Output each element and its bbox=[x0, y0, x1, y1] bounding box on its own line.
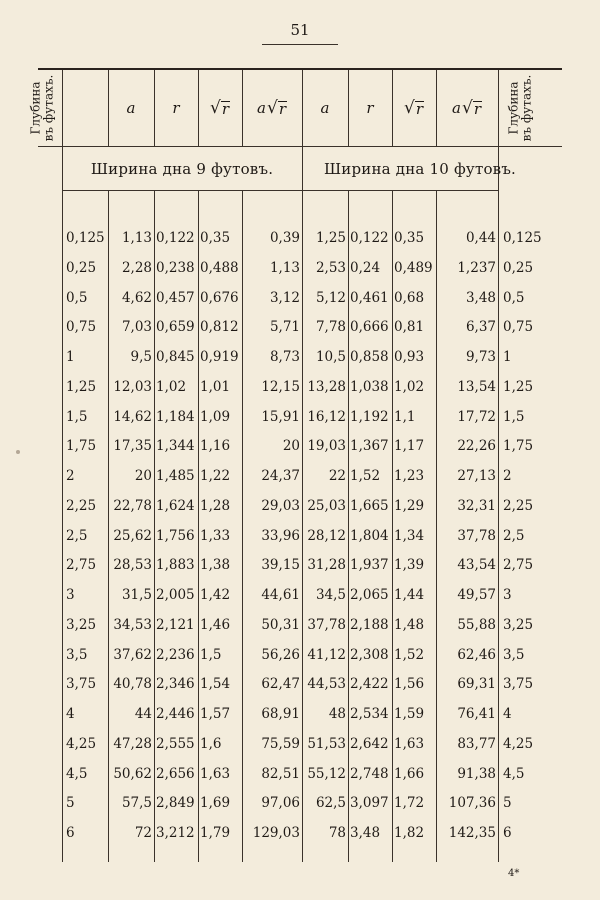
paper-stain bbox=[16, 450, 20, 454]
a-cell: 55,12 bbox=[307, 765, 346, 782]
a-sqrt-r-cell: 62,46 bbox=[457, 646, 496, 663]
column-divider bbox=[392, 190, 393, 862]
table-top-rule bbox=[38, 68, 562, 70]
sqrt-formula: a √ r bbox=[452, 98, 481, 118]
r-cell: 1,02 bbox=[156, 378, 187, 395]
depth-cell: 1 bbox=[503, 349, 512, 365]
depth-cell: 5 bbox=[503, 795, 512, 812]
a-cell: 20 bbox=[134, 468, 152, 484]
r-cell: 0,122 bbox=[156, 230, 195, 246]
sqrt-r-cell: 1,09 bbox=[200, 408, 231, 425]
page-number-rule bbox=[262, 44, 338, 45]
depth-cell: 2,75 bbox=[503, 557, 534, 574]
a-sqrt-r-cell: 75,59 bbox=[261, 735, 300, 752]
a-sqrt-r-cell: 0,44 bbox=[465, 230, 496, 246]
a-cell: 31,28 bbox=[307, 557, 346, 574]
depth-cell: 2 bbox=[503, 468, 512, 484]
sqrt-formula: √ r bbox=[403, 97, 423, 118]
depth-cell: 5 bbox=[66, 795, 75, 812]
a-cell: 16,12 bbox=[307, 408, 346, 425]
a-cell: 22,78 bbox=[113, 497, 152, 514]
r-cell: 2,236 bbox=[156, 646, 195, 663]
r-cell: 1,344 bbox=[156, 438, 195, 455]
a-cell: 31,5 bbox=[121, 587, 152, 603]
a-sqrt-r-cell: 3,12 bbox=[269, 289, 300, 306]
column-divider bbox=[62, 70, 63, 862]
depth-cell: 3,5 bbox=[66, 646, 88, 663]
r-cell: 2,555 bbox=[156, 735, 195, 752]
col-sqrt-r-9-header bbox=[198, 72, 242, 144]
depth-cell: 4 bbox=[66, 706, 75, 722]
a-sqrt-r-cell: 91,38 bbox=[457, 765, 496, 782]
sqrt-r-cell: 1,33 bbox=[200, 527, 231, 544]
a-cell: 17,35 bbox=[113, 438, 152, 455]
sqrt-r-cell: 1,6 bbox=[200, 735, 222, 752]
r-cell: 1,756 bbox=[156, 527, 195, 544]
depth-header-left bbox=[24, 72, 60, 144]
depth-cell: 1,25 bbox=[66, 378, 97, 395]
sqrt-r-cell: 0,488 bbox=[200, 259, 239, 276]
depth-cell: 0,25 bbox=[66, 259, 97, 276]
col-sqrt-r-10-header bbox=[392, 72, 436, 144]
a-sqrt-r-cell: 3,48 bbox=[465, 289, 496, 306]
sqrt-r-cell: 1,29 bbox=[394, 497, 425, 514]
depth-header-left-label: Глубина въ футахъ. bbox=[28, 74, 56, 142]
a-cell: 78 bbox=[328, 825, 346, 841]
r-cell: 2,849 bbox=[156, 795, 195, 812]
sqrt-r-cell: 1,39 bbox=[394, 557, 425, 574]
a-sqrt-r-cell: 13,54 bbox=[457, 378, 496, 395]
depth-cell: 0,25 bbox=[503, 259, 534, 276]
a-cell: 14,62 bbox=[113, 408, 152, 425]
depth-cell: 0,125 bbox=[66, 230, 105, 246]
depth-cell: 1,75 bbox=[503, 438, 534, 455]
depth-cell: 2,5 bbox=[66, 527, 88, 544]
a-cell: 4,62 bbox=[121, 289, 152, 306]
r-cell: 2,446 bbox=[156, 706, 195, 722]
sqrt-r-cell: 1,59 bbox=[394, 706, 425, 722]
r-cell: 0,238 bbox=[156, 259, 195, 276]
r-cell: 3,48 bbox=[350, 825, 381, 841]
sqrt-r-cell: 1,34 bbox=[394, 527, 425, 544]
r-cell: 2,308 bbox=[350, 646, 389, 663]
r-cell: 2,188 bbox=[350, 616, 389, 633]
signature-mark: 4* bbox=[508, 868, 520, 879]
r-cell: 1,937 bbox=[350, 557, 389, 574]
a-sqrt-r-cell: 17,72 bbox=[457, 408, 496, 425]
r-cell: 1,665 bbox=[350, 497, 389, 514]
a-cell: 37,78 bbox=[307, 616, 346, 633]
a-sqrt-r-cell: 49,57 bbox=[457, 587, 496, 603]
sqrt-r-cell: 1,69 bbox=[200, 795, 231, 812]
a-sqrt-r-cell: 62,47 bbox=[261, 676, 300, 693]
sqrt-r-cell: 1,28 bbox=[200, 497, 231, 514]
depth-cell: 0,5 bbox=[66, 289, 88, 306]
sqrt-r-cell: 1,5 bbox=[200, 646, 222, 663]
r-cell: 1,367 bbox=[350, 438, 389, 455]
r-cell: 2,346 bbox=[156, 676, 195, 693]
depth-header-right bbox=[502, 72, 538, 144]
sqrt-r-cell: 1,17 bbox=[394, 438, 425, 455]
r-cell: 2,121 bbox=[156, 616, 195, 633]
depth-cell: 3,5 bbox=[503, 646, 525, 663]
depth-cell: 3,25 bbox=[66, 616, 97, 633]
a-sqrt-r-cell: 33,96 bbox=[261, 527, 300, 544]
a-cell: 2,53 bbox=[315, 259, 346, 276]
depth-cell: 1,5 bbox=[66, 408, 88, 425]
a-cell: 44,53 bbox=[307, 676, 346, 693]
section-title-9ft: Ширина дна 9 футовъ. bbox=[90, 160, 274, 178]
depth-cell: 6 bbox=[66, 825, 75, 841]
r-cell: 2,005 bbox=[156, 587, 195, 603]
a-cell: 28,53 bbox=[113, 557, 152, 574]
a-cell: 34,53 bbox=[113, 616, 152, 633]
a-sqrt-r-cell: 39,15 bbox=[261, 557, 300, 574]
a-cell: 28,12 bbox=[307, 527, 346, 544]
sqrt-r-cell: 1,42 bbox=[200, 587, 231, 603]
a-cell: 1,13 bbox=[121, 230, 152, 246]
a-cell: 62,5 bbox=[315, 795, 346, 812]
depth-cell: 2,5 bbox=[503, 527, 525, 544]
r-cell: 0,858 bbox=[350, 349, 389, 365]
r-cell: 3,097 bbox=[350, 795, 389, 812]
depth-cell: 0,75 bbox=[66, 319, 97, 336]
r-cell: 0,666 bbox=[350, 319, 389, 336]
a-sqrt-r-cell: 12,15 bbox=[261, 378, 300, 395]
r-cell: 2,642 bbox=[350, 735, 389, 752]
a-cell: 51,53 bbox=[307, 735, 346, 752]
sqrt-r-cell: 1,82 bbox=[394, 825, 425, 841]
depth-cell: 4,25 bbox=[66, 735, 97, 752]
depth-cell: 3 bbox=[503, 587, 512, 603]
a-cell: 50,62 bbox=[113, 765, 152, 782]
a-sqrt-r-cell: 97,06 bbox=[261, 795, 300, 812]
a-sqrt-r-cell: 1,237 bbox=[457, 259, 496, 276]
sqrt-r-cell: 1,57 bbox=[200, 706, 231, 722]
sqrt-r-cell: 1,72 bbox=[394, 795, 425, 812]
a-cell: 25,03 bbox=[307, 497, 346, 514]
sqrt-r-cell: 0,35 bbox=[394, 230, 425, 246]
sqrt-r-cell: 1,79 bbox=[200, 825, 231, 841]
depth-cell: 3,75 bbox=[503, 676, 534, 693]
sqrt-r-cell: 1,54 bbox=[200, 676, 231, 693]
r-cell: 1,184 bbox=[156, 408, 195, 425]
depth-cell: 4 bbox=[503, 706, 512, 722]
a-sqrt-r-cell: 22,26 bbox=[457, 438, 496, 455]
sqrt-r-cell: 1,38 bbox=[200, 557, 231, 574]
a-sqrt-r-cell: 0,39 bbox=[269, 230, 300, 246]
depth-cell: 1,25 bbox=[503, 378, 534, 395]
r-cell: 1,624 bbox=[156, 497, 195, 514]
column-divider bbox=[198, 190, 199, 862]
sqrt-r-cell: 0,81 bbox=[394, 319, 425, 336]
section-divider bbox=[302, 70, 303, 862]
column-divider bbox=[242, 190, 243, 862]
a-cell: 19,03 bbox=[307, 438, 346, 455]
a-sqrt-r-cell: 107,36 bbox=[448, 795, 496, 812]
a-sqrt-r-cell: 20 bbox=[282, 438, 300, 455]
a-cell: 12,03 bbox=[113, 378, 152, 395]
a-sqrt-r-cell: 27,13 bbox=[457, 468, 496, 484]
a-sqrt-r-cell: 44,61 bbox=[261, 587, 300, 603]
sqrt-r-cell: 1,66 bbox=[394, 765, 425, 782]
a-sqrt-r-cell: 76,41 bbox=[457, 706, 496, 722]
column-divider bbox=[498, 70, 499, 862]
col-r-9-header: r bbox=[172, 99, 180, 117]
header-bottom-rule bbox=[38, 146, 562, 147]
section-bottom-rule bbox=[62, 190, 498, 191]
a-cell: 13,28 bbox=[307, 378, 346, 395]
sqrt-r-cell: 1,56 bbox=[394, 676, 425, 693]
depth-cell: 1 bbox=[66, 349, 75, 365]
depth-cell: 4,25 bbox=[503, 735, 534, 752]
depth-cell: 0,125 bbox=[503, 230, 542, 246]
sqrt-r-cell: 1,48 bbox=[394, 616, 425, 633]
sqrt-r-cell: 0,35 bbox=[200, 230, 231, 246]
column-divider bbox=[436, 190, 437, 862]
depth-cell: 0,75 bbox=[503, 319, 534, 336]
column-divider bbox=[108, 190, 109, 862]
a-sqrt-r-cell: 1,13 bbox=[269, 259, 300, 276]
page-number: 51 bbox=[290, 21, 310, 39]
sqrt-r-cell: 1,46 bbox=[200, 616, 231, 633]
a-cell: 40,78 bbox=[113, 676, 152, 693]
sqrt-r-cell: 1,16 bbox=[200, 438, 231, 455]
depth-cell: 4,5 bbox=[503, 765, 525, 782]
r-cell: 0,659 bbox=[156, 319, 195, 336]
a-sqrt-r-cell: 83,77 bbox=[457, 735, 496, 752]
depth-cell: 6 bbox=[503, 825, 512, 841]
r-cell: 0,122 bbox=[350, 230, 389, 246]
a-cell: 47,28 bbox=[113, 735, 152, 752]
r-cell: 2,065 bbox=[350, 587, 389, 603]
sqrt-r-cell: 1,02 bbox=[394, 378, 425, 395]
a-sqrt-r-cell: 55,88 bbox=[457, 616, 496, 633]
a-sqrt-r-cell: 8,73 bbox=[269, 349, 300, 365]
a-cell: 44 bbox=[134, 706, 152, 722]
sqrt-r-cell: 1,44 bbox=[394, 587, 425, 603]
a-cell: 48 bbox=[328, 706, 346, 722]
a-sqrt-r-cell: 43,54 bbox=[457, 557, 496, 574]
depth-cell: 2,75 bbox=[66, 557, 97, 574]
r-cell: 1,883 bbox=[156, 557, 195, 574]
a-cell: 9,5 bbox=[130, 349, 152, 365]
a-cell: 7,03 bbox=[121, 319, 152, 336]
col-a-9-header: a bbox=[126, 99, 136, 117]
sqrt-r-cell: 0,676 bbox=[200, 289, 239, 306]
depth-cell: 1,5 bbox=[503, 408, 525, 425]
depth-cell: 1,75 bbox=[66, 438, 97, 455]
r-cell: 2,748 bbox=[350, 765, 389, 782]
a-sqrt-r-cell: 129,03 bbox=[252, 825, 300, 841]
a-sqrt-r-cell: 56,26 bbox=[261, 646, 300, 663]
a-cell: 37,62 bbox=[113, 646, 152, 663]
a-sqrt-r-cell: 69,31 bbox=[457, 676, 496, 693]
sqrt-r-cell: 1,63 bbox=[394, 735, 425, 752]
sqrt-r-cell: 1,63 bbox=[200, 765, 231, 782]
sqrt-r-cell: 0,812 bbox=[200, 319, 239, 336]
a-sqrt-r-cell: 29,03 bbox=[261, 497, 300, 514]
a-sqrt-r-cell: 5,71 bbox=[269, 319, 300, 336]
a-cell: 34,5 bbox=[315, 587, 346, 603]
a-sqrt-r-cell: 82,51 bbox=[261, 765, 300, 782]
column-divider bbox=[154, 190, 155, 862]
col-a-sqrt-r-9-header bbox=[242, 72, 302, 144]
depth-cell: 2,25 bbox=[66, 497, 97, 514]
a-sqrt-r-cell: 68,91 bbox=[261, 706, 300, 722]
a-cell: 57,5 bbox=[121, 795, 152, 812]
a-sqrt-r-cell: 24,37 bbox=[261, 468, 300, 484]
r-cell: 1,804 bbox=[350, 527, 389, 544]
sqrt-r-cell: 1,01 bbox=[200, 378, 231, 395]
r-cell: 0,457 bbox=[156, 289, 195, 306]
section-title-10ft: Ширина дна 10 футовъ. bbox=[323, 160, 517, 178]
r-cell: 1,52 bbox=[350, 468, 381, 484]
depth-cell: 0,5 bbox=[503, 289, 525, 306]
sqrt-r-cell: 1,23 bbox=[394, 468, 425, 484]
col-r-10-header: r bbox=[366, 99, 374, 117]
col-a-sqrt-r-10-header bbox=[436, 72, 498, 144]
r-cell: 2,534 bbox=[350, 706, 389, 722]
sqrt-r-cell: 1,52 bbox=[394, 646, 425, 663]
r-cell: 0,845 bbox=[156, 349, 195, 365]
r-cell: 1,192 bbox=[350, 408, 389, 425]
sqrt-r-cell: 0,93 bbox=[394, 349, 425, 365]
a-cell: 72 bbox=[134, 825, 152, 841]
a-sqrt-r-cell: 6,37 bbox=[465, 319, 496, 336]
sqrt-r-cell: 1,22 bbox=[200, 468, 231, 484]
r-cell: 1,038 bbox=[350, 378, 389, 395]
r-cell: 0,24 bbox=[350, 259, 381, 276]
r-cell: 1,485 bbox=[156, 468, 195, 484]
sqrt-r-cell: 0,919 bbox=[200, 349, 239, 365]
depth-header-right-label: Глубина въ футахъ. bbox=[506, 74, 534, 142]
a-cell: 41,12 bbox=[307, 646, 346, 663]
a-cell: 25,62 bbox=[113, 527, 152, 544]
a-sqrt-r-cell: 37,78 bbox=[457, 527, 496, 544]
a-cell: 10,5 bbox=[315, 349, 346, 365]
sqrt-r-cell: 1,1 bbox=[394, 408, 416, 425]
a-cell: 22 bbox=[328, 468, 346, 484]
a-cell: 5,12 bbox=[315, 289, 346, 306]
sqrt-formula: a √ r bbox=[257, 98, 286, 118]
r-cell: 0,461 bbox=[350, 289, 389, 306]
depth-cell: 3,25 bbox=[503, 616, 534, 633]
depth-cell: 3,75 bbox=[66, 676, 97, 693]
r-cell: 2,422 bbox=[350, 676, 389, 693]
depth-cell: 4,5 bbox=[66, 765, 88, 782]
r-cell: 2,656 bbox=[156, 765, 195, 782]
depth-cell: 2,25 bbox=[503, 497, 534, 514]
a-sqrt-r-cell: 15,91 bbox=[261, 408, 300, 425]
a-cell: 2,28 bbox=[121, 259, 152, 276]
depth-cell: 2 bbox=[66, 468, 75, 484]
col-a-10-header: a bbox=[320, 99, 330, 117]
a-sqrt-r-cell: 142,35 bbox=[448, 825, 496, 841]
a-cell: 7,78 bbox=[315, 319, 346, 336]
r-cell: 3,212 bbox=[156, 825, 195, 841]
a-sqrt-r-cell: 32,31 bbox=[457, 497, 496, 514]
a-cell: 1,25 bbox=[315, 230, 346, 246]
depth-cell: 3 bbox=[66, 587, 75, 603]
a-sqrt-r-cell: 9,73 bbox=[465, 349, 496, 365]
sqrt-formula: √ r bbox=[209, 97, 229, 118]
sqrt-r-cell: 0,68 bbox=[394, 289, 425, 306]
column-divider bbox=[348, 190, 349, 862]
sqrt-r-cell: 0,489 bbox=[394, 259, 433, 276]
a-sqrt-r-cell: 50,31 bbox=[261, 616, 300, 633]
